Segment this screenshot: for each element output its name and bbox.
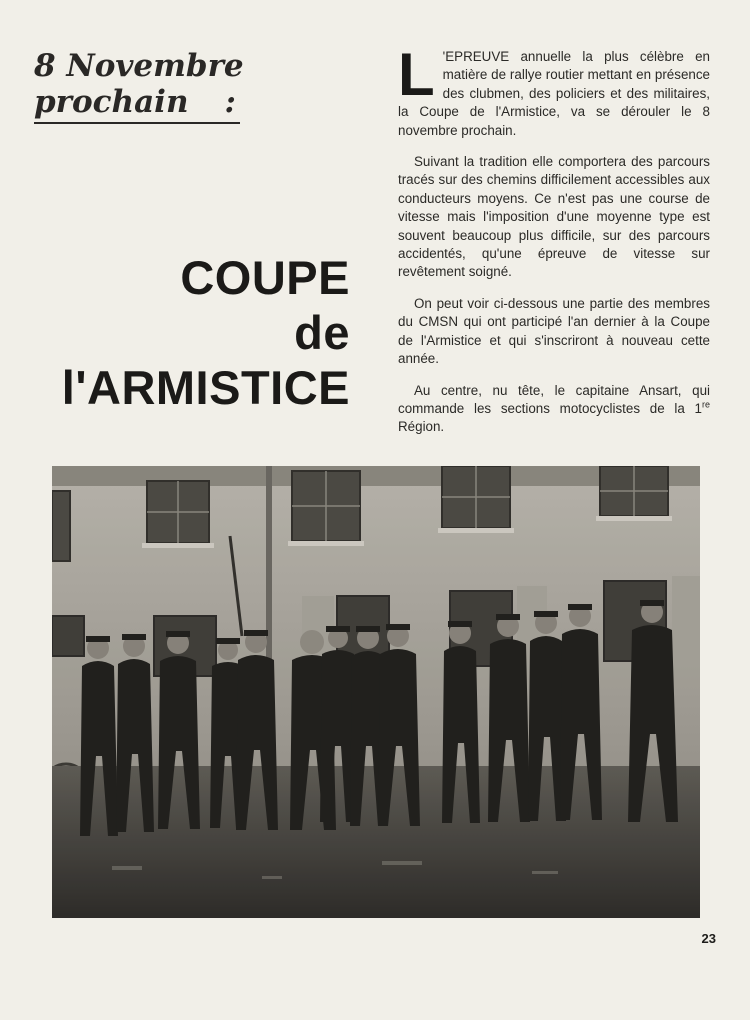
- group-photo-illustration: [52, 466, 700, 918]
- title-line-armistice: l'ARMISTICE: [61, 361, 350, 414]
- article-paragraph-4: [398, 382, 710, 437]
- date-heading: [34, 48, 254, 124]
- group-photo: [52, 466, 700, 918]
- date-heading-word: prochain: [34, 84, 189, 120]
- article-paragraph-2: Suivant la tradition elle comportera des parcours tracés sur des chemins difficilement accessibles aux conducteurs moyens. Ce n'est pas une course de vitesse mais l'imposition d'une moyenne type est souvent beaucoup plus difficile, sur des parcours accidentés, qu'une épreuve de vitesse sur revêtement soigné.: [398, 154, 710, 280]
- paragraph-4-end: Région.: [398, 419, 445, 435]
- ordinal-superscript: re: [701, 399, 710, 410]
- paragraph-1-text: 'EPREUVE annuelle la plus célèbre en matière de rallye routier mettant en présence des clubmen, des policiers et des militaires, la Coupe de l'Armistice, va se dérouler le 8 novembre prochain.: [398, 49, 710, 138]
- article-title: [20, 250, 350, 415]
- drop-cap: L: [398, 41, 435, 108]
- paragraph-4-text: Au centre, nu tête, le capitaine Ansart, qui commande les sections motocyclistes de la 1: [398, 382, 710, 416]
- article-body: [398, 41, 710, 450]
- title-line-coupe: COUPE: [180, 251, 350, 304]
- article-paragraph-3: On peut voir ci-dessous une partie des membres du CMSN qui ont participé l'an dernier à la Coupe de l'Armistice et qui s'inscriront à nouveau cette année.: [398, 295, 710, 367]
- date-heading-line2: [34, 84, 240, 124]
- article-paragraph-1: [398, 41, 710, 140]
- date-heading-line1: 8 Novembre: [34, 48, 244, 84]
- date-heading-colon: :: [224, 84, 236, 120]
- page-number: 23: [701, 931, 716, 946]
- title-line-de: de: [294, 306, 350, 359]
